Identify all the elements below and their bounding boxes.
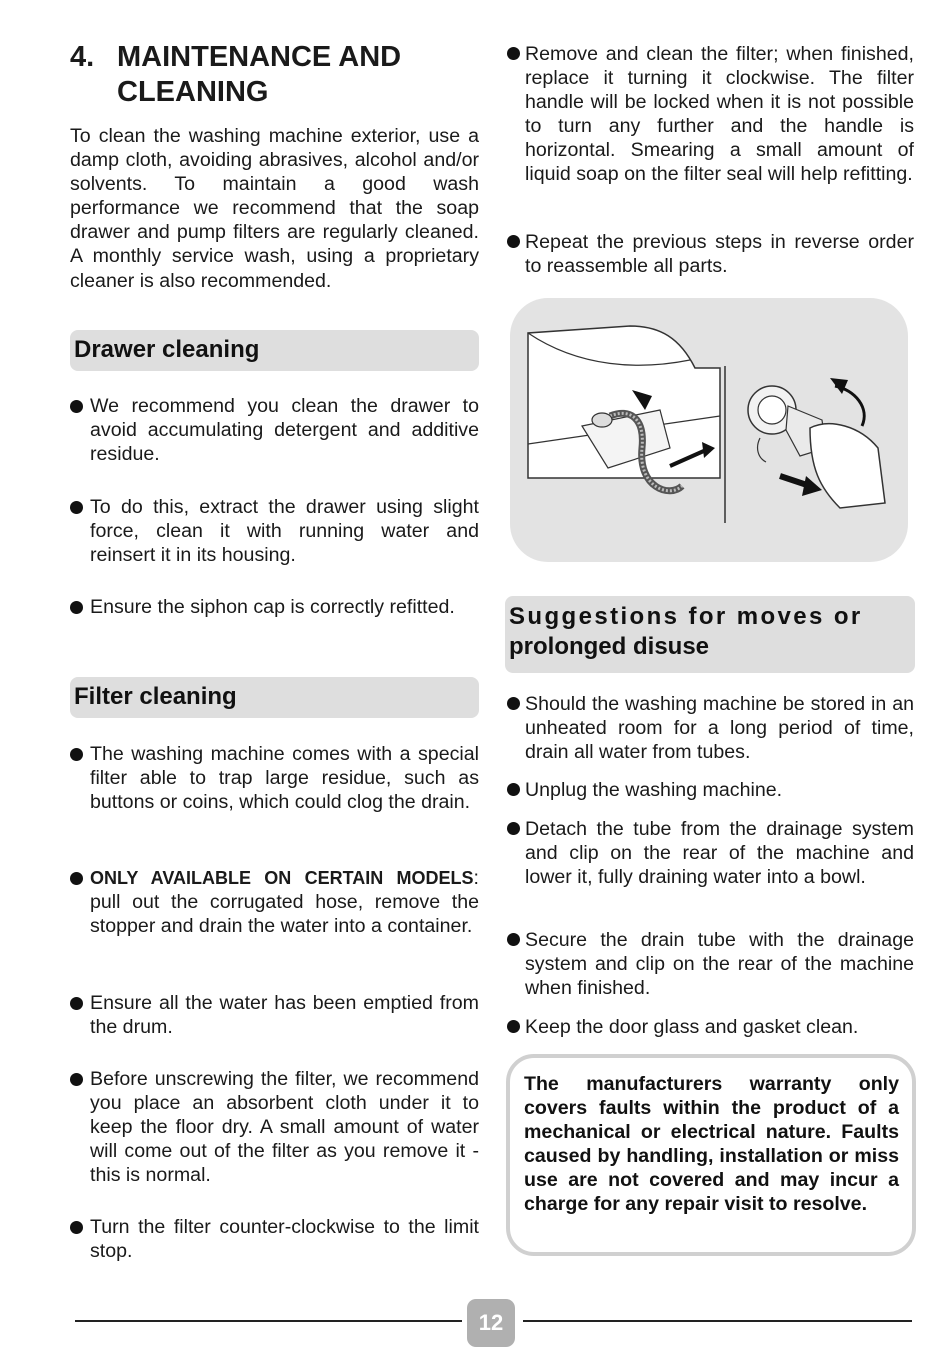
list-item xyxy=(507,817,914,889)
bullet-icon xyxy=(70,601,83,614)
list-item xyxy=(507,928,914,1000)
disuse-heading-line2: prolonged disuse xyxy=(509,633,710,660)
bullet-icon xyxy=(507,822,520,835)
bullet-icon xyxy=(70,501,83,514)
disuse-heading xyxy=(505,596,915,673)
list-item xyxy=(507,778,914,802)
bullet-icon xyxy=(70,1221,83,1234)
list-item-text: Ensure the siphon cap is correctly refitted. xyxy=(90,596,455,618)
section-title-text: MAINTENANCE AND CLEANING xyxy=(117,41,402,108)
list-item-text: Remove and clean the filter; when finished, replace it turning it clockwise. The filter handle will be locked when it is not possible to turn any further and the handle is horizontal. Smearing a small amount of liquid soap on the filter seal will help refitting. xyxy=(525,43,914,186)
disuse-heading-line1: Suggestions for moves or xyxy=(509,603,863,630)
list-item-text: Before unscrewing the filter, we recommend you place an absorbent cloth under it to keep the floor dry. A small amount of water will come out of the filter as you remove it - this is normal. xyxy=(90,1068,479,1187)
list-item xyxy=(507,1015,914,1039)
warranty-notice xyxy=(506,1054,916,1256)
list-item-text: The washing machine comes with a special filter able to trap large residue, such as buttons or coins, which could clog the drain. xyxy=(90,743,479,814)
list-item-text xyxy=(90,866,479,938)
list-item xyxy=(70,495,479,567)
list-item-text: Detach the tube from the drainage system and clip on the rear of the machine and lower it, fully draining water into a bowl. xyxy=(525,818,914,889)
filter-illustration xyxy=(510,298,908,562)
list-item xyxy=(70,866,479,938)
list-item-text: Unplug the washing machine. xyxy=(525,779,783,801)
list-item xyxy=(507,692,914,764)
models-note-bold: ONLY AVAILABLE ON CERTAIN MODELS xyxy=(90,868,474,888)
filter-cleaning-heading xyxy=(70,677,479,718)
models-note-rest: : pull out the corrugated hose, remove the stopper and drain the water into a container. xyxy=(90,867,479,938)
bullet-icon xyxy=(507,47,520,60)
drawer-cleaning-heading xyxy=(70,330,479,371)
bullet-icon xyxy=(70,872,83,885)
bullet-icon xyxy=(70,748,83,761)
list-item-text: To do this, extract the drawer using slight force, clean it with running water and reinsert it in its housing. xyxy=(90,496,479,567)
drawer-cleaning-heading-text: Drawer cleaning xyxy=(74,336,260,363)
filter-removal-drawing xyxy=(510,298,908,562)
list-item xyxy=(70,991,479,1039)
bullet-icon xyxy=(507,1020,520,1033)
section-number: 4. xyxy=(70,41,95,73)
list-item-text: Secure the drain tube with the drainage system and clip on the rear of the machine when finished. xyxy=(525,929,914,1000)
list-item-text: Ensure all the water has been emptied from the drum. xyxy=(90,992,479,1039)
bullet-icon xyxy=(507,783,520,796)
page-number: 12 xyxy=(467,1299,515,1347)
bullet-icon xyxy=(507,933,520,946)
list-item-text: We recommend you clean the drawer to avoid accumulating detergent and additive residue. xyxy=(90,395,479,466)
list-item-text: Repeat the previous steps in reverse order to reassemble all parts. xyxy=(525,231,914,278)
intro-paragraph: To clean the washing machine exterior, use a damp cloth, avoiding abrasives, alcohol and/or solvents. To maintain a good wash performance we recommend that the soap drawer and pump filters are regularly cleaned. A monthly service wash, using a proprietary cleaner is also recommended. xyxy=(70,125,479,292)
list-item xyxy=(70,394,479,466)
bullet-icon xyxy=(70,1073,83,1086)
bullet-icon xyxy=(70,997,83,1010)
list-item xyxy=(70,595,479,619)
filter-cleaning-heading-text: Filter cleaning xyxy=(74,683,237,710)
list-item-text: Should the washing machine be stored in an unheated room for a long period of time, drain all water from tubes. xyxy=(525,693,914,764)
list-item xyxy=(70,1067,479,1187)
list-item xyxy=(70,742,479,814)
bullet-icon xyxy=(70,400,83,413)
warranty-text: The manufacturers warranty only covers faults within the product of a mechanical or electrical nature. Faults caused by handling, installation or miss use are not covered and may incur a charge for any repair visit to resolve. xyxy=(524,1073,899,1216)
section-title xyxy=(70,40,490,110)
list-item xyxy=(507,42,914,187)
bullet-icon xyxy=(507,697,520,710)
list-item-text: Keep the door glass and gasket clean. xyxy=(525,1016,859,1038)
footer-rule-left xyxy=(75,1320,462,1322)
list-item xyxy=(70,1215,479,1263)
footer-rule-right xyxy=(523,1320,912,1322)
list-item xyxy=(507,230,914,278)
list-item-text: Turn the filter counter-clockwise to the limit stop. xyxy=(90,1216,479,1263)
bullet-icon xyxy=(507,235,520,248)
